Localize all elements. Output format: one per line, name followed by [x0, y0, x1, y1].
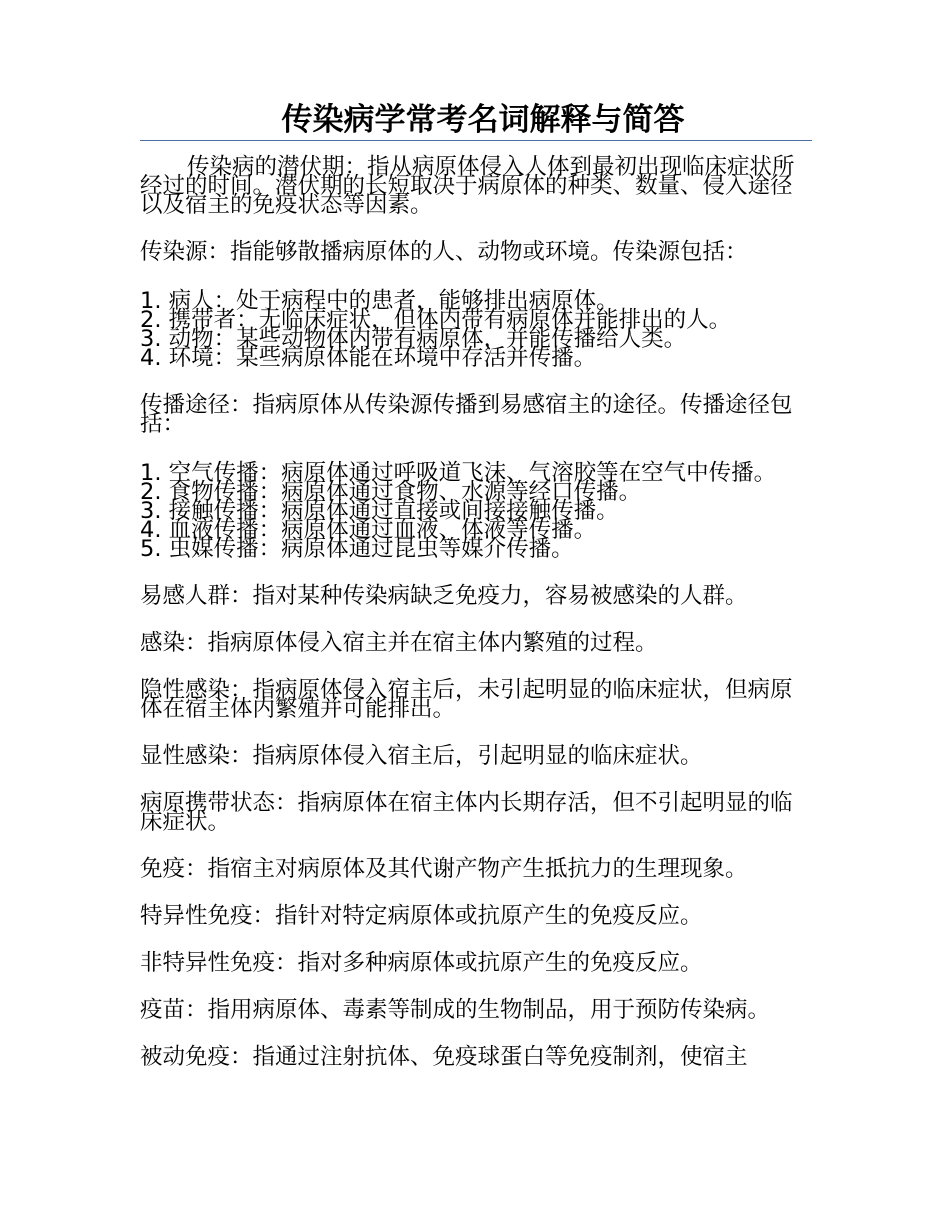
list-item: 5. 虫媒传播：病原体通过昆虫等媒介传播。	[140, 536, 574, 562]
paragraph-infection: 感染：指病原体侵入宿主并在宿主体内繁殖的过程。	[140, 630, 658, 656]
paragraph-susceptible: 易感人群：指对某种传染病缺乏免疫力，容易被感染的人群。	[140, 583, 748, 609]
document-page	[140, 100, 812, 1095]
paragraph-latent-infection: 隐性感染：指病原体侵入宿主后，未引起明显的临床症状，但病原体在宿主体内繁殖并可能排出。	[140, 677, 793, 722]
list-item: 4. 环境：某些病原体能在环境中存活并传播。	[140, 345, 597, 371]
paragraph-vaccine: 疫苗：指用病原体、毒素等制成的生物制品，用于预防传染病。	[140, 997, 771, 1023]
route-list	[140, 460, 812, 562]
paragraph-passive-immunity: 被动免疫：指通过注射抗体、免疫球蛋白等免疫制剂，使宿主	[140, 1044, 748, 1070]
list-item: 3. 动物：某些动物体内带有病原体，并能传播给人类。	[140, 326, 687, 352]
list-item: 2. 食物传播：病原体通过食物、水源等经口传播。	[140, 479, 642, 505]
list-item: 1. 病人：处于病程中的患者，能够排出病原体。	[140, 288, 619, 314]
source-list	[140, 288, 812, 371]
paragraph-specific-immunity: 特异性免疫：指针对特定病原体或抗原产生的免疫反应。	[140, 903, 703, 929]
paragraph-overt-infection: 显性感染：指病原体侵入宿主后，引起明显的临床症状。	[140, 743, 703, 769]
list-item: 1. 空气传播：病原体通过呼吸道飞沫、气溶胶等在空气中传播。	[140, 460, 777, 486]
paragraph-nonspecific-immunity: 非特异性免疫：指对多种病原体或抗原产生的免疫反应。	[140, 950, 703, 976]
paragraph-immunity: 免疫：指宿主对病原体及其代谢产物产生抵抗力的生理现象。	[140, 856, 748, 882]
paragraph-route-intro: 传播途径：指病原体从传染源传播到易感宿主的途径。传播途径包括：	[140, 392, 793, 437]
paragraph-incubation: 传染病的潜伏期：指从病原体侵入人体到最初出现临床症状所经过的时间。潜伏期的长短取决于病原体的种类、数量、侵入途径以及宿主的免疫状态等因素。	[140, 154, 795, 218]
document-title: 传染病学常考名词解释与简答	[281, 102, 685, 138]
list-item: 4. 血液传播：病原体通过血液、体液等传播。	[140, 517, 597, 543]
list-item: 2. 携带者：无临床症状，但体内带有病原体并能排出的人。	[140, 307, 732, 333]
paragraph-carrier-state: 病原携带状态：指病原体在宿主体内长期存活，但不引起明显的临床症状。	[140, 790, 793, 835]
title-underline	[140, 140, 812, 141]
list-item: 3. 接触传播：病原体通过直接或间接接触传播。	[140, 498, 619, 524]
paragraph-source-intro: 传染源：指能够散播病原体的人、动物或环境。传染源包括：	[140, 239, 748, 265]
